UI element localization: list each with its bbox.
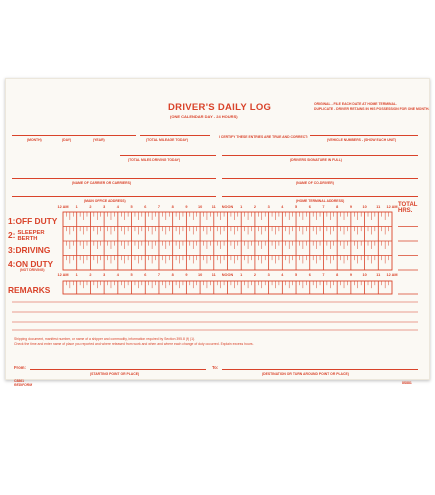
form-code-left: C8861 <box>14 379 24 383</box>
hour-label: 3 <box>103 205 106 209</box>
hour-label: 12 AM <box>386 205 398 209</box>
co-driver-label: (NAME OF CO-DRIVER) <box>296 181 334 185</box>
hour-label: NOON <box>221 273 234 277</box>
hour-label: 8 <box>336 205 339 209</box>
starting-point-label: (STARTING POINT OR PLACE) <box>90 372 140 376</box>
driver-signature-label: (DRIVERS SIGNATURE IN FULL) <box>290 158 342 162</box>
hour-label: 5 <box>130 273 133 277</box>
hour-label: 1 <box>75 273 78 277</box>
row-text-on-duty: ON DUTY <box>15 259 54 269</box>
carrier-label: (NAME OF CARRIER OR CARRIERS) <box>72 181 131 185</box>
total-miles-driving-label: (TOTAL MILES DRIVING TODAY) <box>128 158 180 162</box>
hour-label: 3 <box>267 273 270 277</box>
hour-label: 9 <box>185 205 188 209</box>
month-label: (MONTH) <box>27 138 42 142</box>
hour-label: 4 <box>281 205 284 209</box>
hour-label: 5 <box>130 205 133 209</box>
row-num-4: 4: <box>8 259 16 269</box>
hour-label: 8 <box>171 273 174 277</box>
log-title: DRIVER'S DAILY LOG <box>168 102 272 113</box>
from-line[interactable] <box>30 369 206 370</box>
hour-label: 4 <box>116 205 119 209</box>
hour-label: 2 <box>253 205 256 209</box>
form-code-right: 8S881 <box>402 381 412 385</box>
row-num-2: 2: <box>8 230 16 240</box>
brand-logo: REDIFORM <box>14 383 33 387</box>
hour-label: 4 <box>116 273 119 277</box>
hour-label: 3 <box>267 205 270 209</box>
hour-label: 6 <box>308 273 311 277</box>
row-num-1: 1: <box>8 216 16 226</box>
total-mileage-label: (TOTAL MILEAGE TODAY) <box>146 138 189 142</box>
hour-label: 1 <box>240 273 243 277</box>
shipping-note: Shipping document, manifest number, or name of a shipper and commodity, information required by Section 395.8 (f) (1). <box>14 337 196 341</box>
hour-label: 1 <box>75 205 78 209</box>
hour-label: 12 AM <box>57 205 69 209</box>
instruction-duplicate: DUPLICATE - DRIVER RETAINS IN HIS POSSESSION FOR ONE MONTH. <box>314 107 430 111</box>
destination-label: (DESTINATION OR TURN AROUND POINT OR PLACE) <box>262 372 349 376</box>
certify-label: I CERTIFY THESE ENTRIES ARE TRUE AND CORRECT: <box>219 135 308 139</box>
to-line[interactable] <box>222 369 418 370</box>
hour-label: 7 <box>322 273 325 277</box>
hour-label: 10 <box>362 273 367 277</box>
hour-label: 2 <box>89 273 92 277</box>
main-office-label: (MAIN OFFICE ADDRESS) <box>84 199 126 203</box>
hour-label: 10 <box>197 273 203 277</box>
log-subtitle: (ONE CALENDAR DAY - 24 HOURS) <box>170 114 238 119</box>
hour-label: 8 <box>171 205 174 209</box>
hour-label: 7 <box>157 273 161 277</box>
hour-label: 5 <box>294 273 298 277</box>
hour-label: 1 <box>240 205 243 209</box>
hour-label: 9 <box>349 205 352 209</box>
row-text-sleeper-berth: SLEEPER BERTH <box>17 230 45 242</box>
row-num-3: 3: <box>8 245 16 255</box>
hour-label: 5 <box>294 205 298 209</box>
hour-label: 3 <box>103 273 106 277</box>
row-text-driving: DRIVING <box>15 245 51 255</box>
day-label: (DAY) <box>62 138 72 142</box>
to-label: To: <box>212 365 219 370</box>
check-note: Check the time and enter name of place you reported and where released from work and when and where each change of duty occurred. Explain excess hours. <box>14 342 254 346</box>
hour-label: 11 <box>376 273 381 277</box>
hour-label: 7 <box>322 205 325 209</box>
remarks-label: REMARKS <box>8 285 51 295</box>
hour-label: 10 <box>362 205 367 209</box>
home-terminal-label: (HOME TERMINAL ADDRESS) <box>296 199 345 203</box>
hour-label: 12 AM <box>57 273 69 277</box>
hour-label: 8 <box>336 273 339 277</box>
hour-label: 10 <box>197 205 203 209</box>
from-label: From: <box>14 365 26 370</box>
hour-label: 2 <box>89 205 92 209</box>
hour-label: 7 <box>157 205 161 209</box>
hour-label: 11 <box>211 273 216 277</box>
hour-label: 11 <box>211 205 216 209</box>
hour-label: 6 <box>144 273 147 277</box>
year-label: (YEAR) <box>93 138 105 142</box>
hour-label: 6 <box>308 205 311 209</box>
hour-label: 12 AM <box>386 273 398 277</box>
hour-label: 6 <box>144 205 147 209</box>
row-text-off-duty: OFF DUTY <box>15 216 58 226</box>
hour-label: 11 <box>376 205 381 209</box>
instruction-original: ORIGINAL - FILE EACH DATE AT HOME TERMINAL. <box>314 102 397 106</box>
hour-label: 2 <box>253 273 256 277</box>
total-hrs-label: TOTAL HRS. <box>398 202 418 214</box>
hour-label: 9 <box>349 273 352 277</box>
hour-label: 9 <box>185 273 188 277</box>
row-note-not-driving: (NOT DRIVING) <box>20 268 45 272</box>
hour-label: 4 <box>281 273 284 277</box>
hour-label: NOON <box>221 205 234 209</box>
vehicle-numbers-label: (VEHICLE NUMBERS - (SHOW EACH UNIT) <box>327 138 397 142</box>
